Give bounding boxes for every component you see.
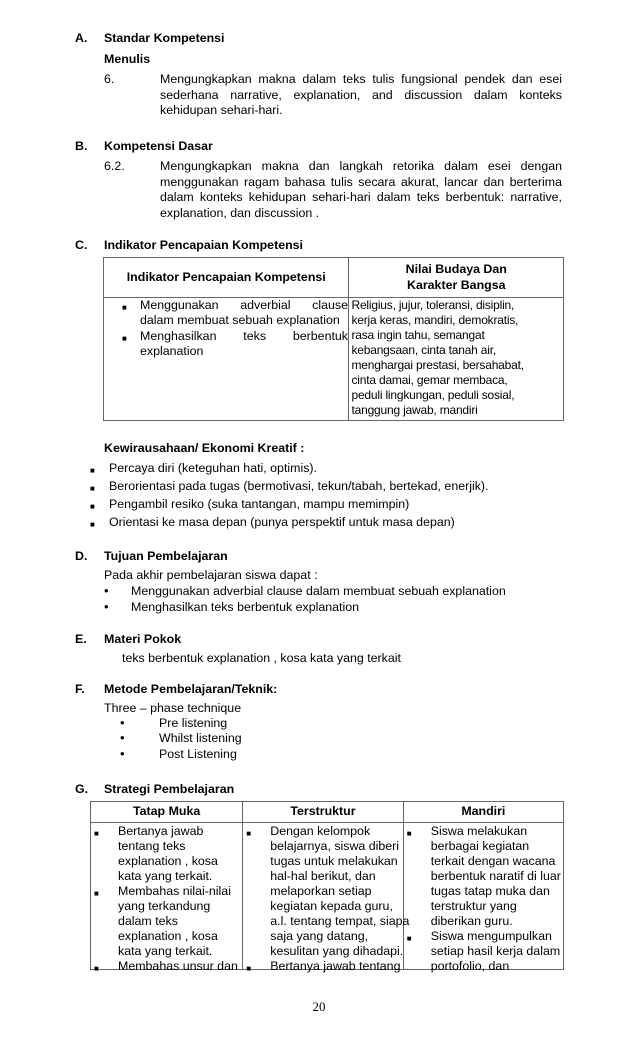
strategy-line: kesulitan yang dihadapi. [270, 944, 404, 958]
section-b-line: dalam konteks kehidupan sehari-hari dalam teks berbentuk: narrative, [160, 190, 562, 205]
kewirausahaan-item: Berorientasi pada tugas (bermotivasi, tekun/tabah, bertekad, enerjik). [109, 479, 489, 493]
section-e-text: teks berbentuk explanation , kosa kata yang terkait [122, 651, 401, 665]
values-line: rasa ingin tahu, semangat [351, 328, 485, 342]
section-d-title: Tujuan Pembelajaran [104, 549, 228, 563]
bullet-dot-icon: • [120, 730, 125, 745]
strategy-line: setiap hasil kerja dalam [430, 944, 561, 958]
indicator-cell [104, 298, 349, 421]
bullet-icon: ■ [406, 829, 412, 838]
bullet-icon: ■ [122, 334, 127, 343]
strategy-line: terkait dengan wacana [430, 854, 556, 868]
strategy-line: explanation , kosa [118, 854, 218, 868]
section-a-title: Standar Kompetensi [104, 31, 225, 45]
indicator-item-line: dalam membuat sebuah explanation [140, 313, 340, 327]
section-b-line: explanation, dan discussion . [160, 205, 320, 220]
bullet-icon: ■ [246, 829, 252, 838]
strategy-line: kata yang terkait. [118, 944, 213, 958]
indicator-header: Indikator Pencapaian Kompetensi [104, 258, 349, 298]
bullet-icon: ■ [122, 303, 127, 312]
section-f-intro: Three – phase technique [104, 701, 242, 715]
values-line: cinta damai, gemar membaca, [351, 373, 508, 387]
strategy-line: kata yang terkait. [118, 869, 213, 883]
section-a-text [160, 72, 562, 119]
strategy-line: portofolio, dan [430, 959, 510, 973]
strategy-col-tatap-muka [91, 823, 243, 973]
strategy-line: tugas tatap muka dan [430, 884, 550, 898]
strategy-line: berbagai kegiatan [430, 839, 530, 853]
section-d-intro: Pada akhir pembelajaran siswa dapat : [104, 568, 318, 582]
kewirausahaan-item: Percaya diri (keteguhan hati, optimis). [109, 461, 317, 475]
section-a-subtitle: Menulis [104, 52, 151, 66]
strategy-line: Membahas unsur dan [118, 959, 238, 973]
bullet-dot-icon: • [120, 715, 125, 730]
section-g-title: Strategi Pembelajaran [104, 782, 235, 796]
strategy-line: a.l. tentang tempat, siapa [270, 914, 410, 928]
section-d-letter: D. [75, 549, 88, 563]
strategy-line: Siswa melakukan [430, 824, 528, 838]
section-d-item: Menghasilkan teks berbentuk explanation [131, 600, 359, 614]
bullet-icon: ■ [94, 829, 99, 838]
section-b-line: Mengungkapkan makna dan langkah retorika dalam esei dengan [160, 159, 562, 173]
bullet-icon: ■ [94, 889, 99, 898]
values-cell [349, 298, 564, 421]
section-c-letter: C. [75, 238, 88, 252]
section-a-line: Mengungkapkan makna dalam teks tulis fungsional pendek dan esei [160, 72, 562, 86]
section-e-letter: E. [75, 632, 87, 646]
section-b-number: 6.2. [104, 159, 125, 173]
section-b-letter: B. [75, 139, 88, 153]
section-f-title: Metode Pembelajaran/Teknik: [104, 682, 278, 696]
strategy-line: melaporkan setiap [270, 884, 372, 898]
strategy-line: Siswa mengumpulkan [430, 929, 552, 943]
values-line: kebangsaan, cinta tanah air, [351, 343, 496, 357]
page-number: 20 [312, 999, 326, 1014]
strategy-line: Bertanya jawab [118, 824, 204, 838]
kewirausahaan-item: Orientasi ke masa depan (punya perspektif untuk masa depan) [109, 515, 455, 529]
values-line: tanggung jawab, mandiri [351, 403, 478, 417]
section-a-letter: A. [75, 31, 88, 45]
strategy-line: hal-hal berikut, dan [270, 869, 376, 883]
bullet-dot-icon: • [104, 599, 109, 614]
values-line: kerja keras, mandiri, demokratis, [351, 313, 519, 327]
bullet-icon: ■ [406, 934, 412, 943]
bullet-icon: ■ [90, 502, 95, 511]
kewirausahaan-title: Kewirausahaan/ Ekonomi Kreatif : [104, 441, 305, 455]
strategy-line: tugas untuk melakukan [270, 854, 398, 868]
strategy-line: berbentuk naratif di luar [430, 869, 561, 883]
kewirausahaan-item: Pengambil resiko (suka tantangan, mampu memimpin) [109, 497, 410, 511]
bullet-dot-icon: • [104, 583, 109, 598]
section-d-item: Menggunakan adverbial clause dalam membuat sebuah explanation [131, 584, 506, 598]
bullet-icon: ■ [90, 466, 95, 475]
values-line: peduli lingkungan, peduli sosial, [351, 388, 515, 402]
values-header [349, 258, 564, 298]
strategy-header-terstruktur: Terstruktur [243, 802, 403, 823]
section-a-line: kehidupan sehari-hari. [160, 103, 283, 118]
strategy-line: belajarnya, siswa diberi [270, 839, 400, 853]
indicator-table [103, 257, 564, 421]
strategy-line: saja yang datang, [270, 929, 369, 943]
section-b-line: menggunakan ragam bahasa tulis secara akurat, lancar dan berterima [160, 174, 562, 189]
section-f-letter: F. [75, 682, 85, 696]
strategy-header-tatap-muka: Tatap Muka [91, 802, 243, 823]
values-header-line2: Karakter Bangsa [407, 277, 506, 292]
strategy-col-terstruktur [243, 823, 410, 973]
strategy-line: dalam teks [118, 914, 178, 928]
bullet-icon: ■ [90, 484, 95, 493]
strategy-line: Bertanya jawab tentang [270, 959, 401, 973]
bullet-icon: ■ [90, 520, 95, 529]
bullet-icon: ■ [246, 964, 252, 973]
bullet-icon: ■ [94, 964, 99, 973]
indicator-item-line: Menggunakan adverbial clause [140, 298, 348, 312]
strategy-line: kegiatan kepada guru, [270, 899, 393, 913]
strategy-header-mandiri: Mandiri [403, 802, 563, 823]
section-g-letter: G. [75, 782, 89, 796]
section-f-item: Pre listening [159, 716, 228, 730]
indicator-item-line: Menghasilkan teks berbentuk [140, 329, 348, 343]
strategy-line: Dengan kelompok [270, 824, 371, 838]
strategy-line: explanation , kosa [118, 929, 218, 943]
values-line: menghargai prestasi, bersahabat, [351, 358, 524, 372]
values-header-line1: Nilai Budaya Dan [405, 261, 507, 276]
strategy-table [90, 801, 564, 973]
indicator-item-line: explanation [140, 344, 204, 358]
strategy-line: tentang teks [118, 839, 186, 853]
section-b-title: Kompetensi Dasar [104, 139, 213, 153]
section-a-line: sederhana narrative, explanation, and discussion dalam konteks [160, 87, 562, 102]
strategy-line: Membahas nilai-nilai [118, 884, 231, 898]
section-b-text [160, 159, 562, 221]
strategy-line: yang terkandung [118, 899, 211, 913]
section-f-item: Whilst listening [159, 731, 242, 745]
section-c-title: Indikator Pencapaian Kompetensi [104, 238, 303, 252]
strategy-line: diberikan guru. [430, 914, 513, 928]
strategy-col-mandiri [403, 823, 563, 973]
section-a-number: 6. [104, 72, 115, 86]
values-line: Religius, jujur, toleransi, disiplin, [351, 298, 515, 312]
section-e-title: Materi Pokok [104, 632, 182, 646]
strategy-line: terstruktur yang [430, 899, 517, 913]
section-f-item: Post Listening [159, 747, 237, 761]
bullet-dot-icon: • [120, 746, 125, 761]
